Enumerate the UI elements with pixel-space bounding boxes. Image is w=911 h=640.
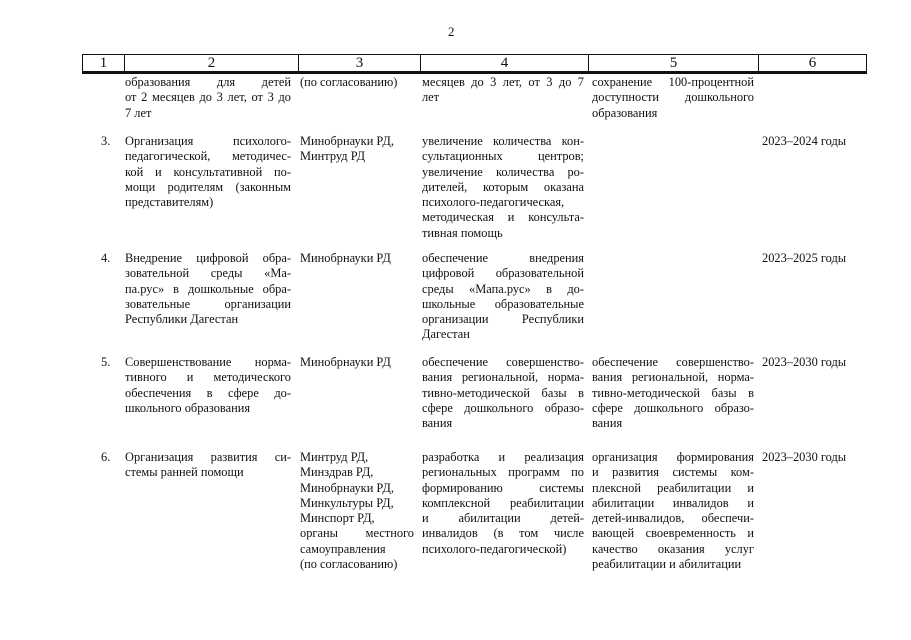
text-line: детей-инвалидов, обеспечи- bbox=[592, 511, 754, 526]
column-header-3: 3 bbox=[298, 54, 420, 72]
implementation-period: 2023–2030 годы bbox=[762, 355, 847, 369]
implementation-period: 2023–2025 годы bbox=[762, 251, 847, 265]
implementation-period: 2023–2024 годы bbox=[762, 134, 847, 148]
text-line: Минобрнауки РД bbox=[300, 251, 391, 265]
text-line: зовательные организации bbox=[125, 296, 291, 311]
text-line: увеличение количества кон- bbox=[422, 134, 584, 148]
indicator-text bbox=[422, 134, 584, 241]
responsible-executors bbox=[300, 251, 414, 266]
continuation-indicator bbox=[422, 75, 584, 106]
text-line: месяцев до 3 лет, от 3 до 7 bbox=[422, 75, 584, 89]
page-number: 2 bbox=[448, 24, 455, 39]
text-line: увеличение количества ро- bbox=[422, 164, 584, 179]
text-line: зовательной среды «Ма- bbox=[125, 266, 291, 281]
header-rule bbox=[82, 72, 867, 74]
row-number: 5. bbox=[101, 355, 111, 369]
text-line: Минкультуры РД, bbox=[300, 495, 394, 510]
text-line: формированию системы bbox=[422, 480, 584, 495]
column-header-5: 5 bbox=[588, 54, 758, 72]
text-line: сфере дошкольного образо- bbox=[422, 400, 584, 415]
text-line: Организация развития си- bbox=[125, 450, 291, 464]
text-line: комплексной реабилитации bbox=[422, 495, 584, 510]
text-line: образования bbox=[592, 105, 658, 120]
text-line: Минобрнауки РД, bbox=[300, 134, 394, 148]
text-line: доступности дошкольного bbox=[592, 90, 754, 105]
text-line: Организация психолого- bbox=[125, 134, 291, 148]
text-line: абилитации инвалидов и bbox=[592, 495, 754, 510]
measure-name bbox=[125, 355, 291, 416]
text-line: Минобрнауки РД bbox=[300, 355, 391, 369]
text-line: психолого-педагогической) bbox=[422, 541, 567, 556]
text-line: педагогической, методичес- bbox=[125, 149, 291, 164]
text-line: школьного образования bbox=[125, 400, 251, 415]
text-line: обеспечение внедрения bbox=[422, 251, 584, 265]
text-line: разработка и реализация bbox=[422, 450, 584, 464]
text-line: цифровой образовательной bbox=[422, 266, 584, 281]
text-line: 7 лет bbox=[125, 105, 152, 120]
text-line: организации Республики bbox=[422, 312, 584, 327]
text-line: вания bbox=[592, 416, 623, 431]
text-line: Дагестан bbox=[422, 327, 470, 342]
text-line: органы местного bbox=[300, 526, 414, 541]
text-line: психолого-педагогическая, bbox=[422, 195, 565, 210]
text-line: Минспорт РД, bbox=[300, 511, 375, 526]
column-header-1: 1 bbox=[82, 54, 124, 72]
text-line: Минтруд РД, bbox=[300, 450, 369, 464]
text-line: от 2 месяцев до 3 лет, от 3 до bbox=[125, 90, 291, 105]
text-line: вания региональной, норма- bbox=[422, 370, 584, 385]
text-line: реабилитации и абилитации bbox=[592, 557, 742, 572]
text-line: самоуправления bbox=[300, 541, 386, 556]
text-line: школьные образовательные bbox=[422, 296, 584, 311]
text-line: тивного и методического bbox=[125, 370, 291, 385]
text-line: организация формирования bbox=[592, 450, 754, 464]
text-line: методическая и консульта- bbox=[422, 210, 584, 225]
text-line: региональных программ по bbox=[422, 465, 584, 480]
responsible-executors bbox=[300, 450, 414, 572]
text-line: и развития системы ком- bbox=[592, 465, 754, 480]
text-line: и абилитации детей- bbox=[422, 511, 584, 526]
text-line: образования для детей bbox=[125, 75, 291, 89]
responsible-executors bbox=[300, 134, 414, 165]
continuation-result bbox=[592, 75, 754, 121]
column-header-6: 6 bbox=[758, 54, 867, 72]
text-line: кой и консультативной по- bbox=[125, 164, 291, 179]
text-line: качество оказания услуг bbox=[592, 541, 754, 556]
text-line: Минтруд РД bbox=[300, 149, 366, 164]
indicator-text bbox=[422, 450, 584, 557]
column-header-4: 4 bbox=[420, 54, 588, 72]
measure-name bbox=[125, 251, 291, 327]
text-line: вания bbox=[422, 416, 453, 431]
text-line: среды «Мапа.рус» в до- bbox=[422, 281, 584, 296]
continuation-measure bbox=[125, 75, 291, 121]
indicator-text bbox=[422, 251, 584, 343]
text-line: обеспечения в сфере до- bbox=[125, 385, 291, 400]
implementation-period: 2023–2030 годы bbox=[762, 450, 847, 464]
text-line: тивно-методической базы в bbox=[592, 385, 754, 400]
text-line: сохранение 100-процентной bbox=[592, 75, 754, 89]
result-text bbox=[592, 450, 754, 572]
text-line: лет bbox=[422, 90, 440, 105]
text-line: Республики Дагестан bbox=[125, 312, 239, 327]
responsible-executors bbox=[300, 355, 414, 370]
text-line: сультационных центров; bbox=[422, 149, 584, 164]
text-line: вающей своевременность и bbox=[592, 526, 754, 541]
row-number: 6. bbox=[101, 450, 111, 464]
text-line: па.рус» в дошкольные обра- bbox=[125, 281, 291, 296]
text-line: обеспечение совершенство- bbox=[422, 355, 584, 369]
text-line: стемы ранней помощи bbox=[125, 465, 244, 480]
text-line: дителей, которым оказана bbox=[422, 179, 584, 194]
text-line: вания региональной, норма- bbox=[592, 370, 754, 385]
text-line: (по согласованию) bbox=[300, 557, 398, 572]
text-line: тивно-методической базы в bbox=[422, 385, 584, 400]
text-line: плексной реабилитации и bbox=[592, 480, 754, 495]
text-line: Минздрав РД, bbox=[300, 465, 374, 480]
measure-name bbox=[125, 134, 291, 210]
text-line: сфере дошкольного образо- bbox=[592, 400, 754, 415]
row-number: 3. bbox=[101, 134, 111, 148]
text-line: мощи родителям (законным bbox=[125, 179, 291, 194]
measure-name bbox=[125, 450, 291, 481]
text-line: Внедрение цифровой обра- bbox=[125, 251, 291, 265]
column-header-2: 2 bbox=[124, 54, 298, 72]
indicator-text bbox=[422, 355, 584, 431]
text-line: обеспечение совершенство- bbox=[592, 355, 754, 369]
result-text bbox=[592, 355, 754, 431]
row-number: 4. bbox=[101, 251, 111, 265]
continuation-responsible: (по согласованию) bbox=[300, 75, 398, 89]
text-line: Минобрнауки РД, bbox=[300, 480, 394, 495]
text-line: тивная помощь bbox=[422, 225, 503, 240]
text-line: инвалидов (в том числе bbox=[422, 526, 584, 541]
text-line: Совершенствование норма- bbox=[125, 355, 291, 369]
text-line: представителям) bbox=[125, 195, 214, 210]
